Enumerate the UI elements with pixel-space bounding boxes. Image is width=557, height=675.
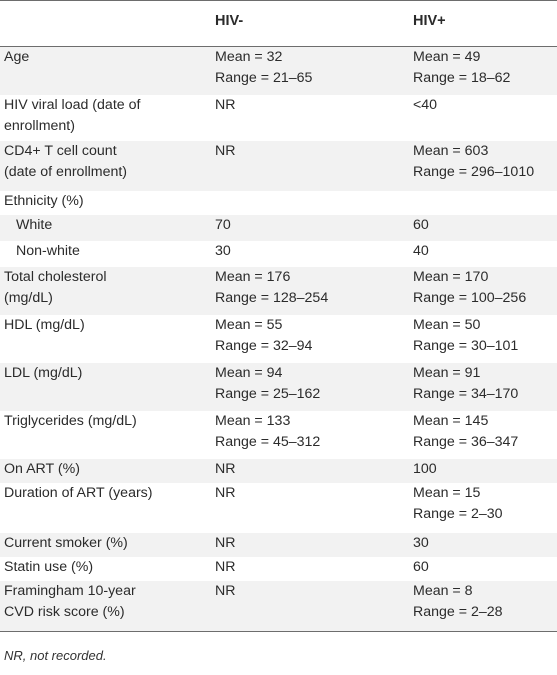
- table-row: [0, 215, 557, 241]
- cell-text-line: Mean = 49: [413, 49, 481, 65]
- hiv-negative-cell: [215, 581, 413, 632]
- cell-text-line: enrollment): [4, 117, 75, 134]
- cell-text-line: HDL (mg/dL): [4, 316, 85, 333]
- header-row: [0, 1, 557, 47]
- cell-text-line: Range = 2–28: [413, 603, 503, 620]
- row-label-cell: [0, 95, 215, 141]
- table-row: [0, 411, 557, 459]
- cell-text-line: (mg/dL): [4, 289, 53, 306]
- cell-text-line: Range = 36–347: [413, 433, 519, 450]
- row-label-cell: [0, 533, 215, 557]
- cell-text-line: CD4+ T cell count: [4, 142, 117, 159]
- cell-text-line: Age: [4, 49, 30, 65]
- row-label-cell: [0, 315, 215, 363]
- hiv-negative-cell: [215, 363, 413, 411]
- cell-text-line: NR: [215, 142, 236, 159]
- cell-text-line: 60: [413, 216, 429, 233]
- cell-text-line: 70: [215, 216, 231, 233]
- cell-text-line: NR: [215, 582, 236, 599]
- cell-text-line: Mean = 145: [413, 412, 489, 429]
- hiv-negative-cell: [215, 191, 413, 215]
- cell-text-line: Range = 34–170: [413, 385, 519, 402]
- table-row: [0, 47, 557, 95]
- cell-text-line: On ART (%): [4, 460, 80, 477]
- table-row: [0, 141, 557, 191]
- table-row: [0, 267, 557, 315]
- row-label-cell: [0, 191, 215, 215]
- hiv-positive-cell: [413, 267, 557, 315]
- cell-text-line: 100: [413, 460, 437, 477]
- hiv-positive-cell: [413, 191, 557, 215]
- cell-text-line: White: [16, 216, 53, 233]
- row-label-cell: [0, 215, 215, 241]
- table-row: [0, 483, 557, 533]
- hiv-positive-cell: [413, 581, 557, 632]
- cell-text-line: Range = 45–312: [215, 433, 321, 450]
- hiv-negative-cell: [215, 557, 413, 581]
- hiv-negative-cell: [215, 533, 413, 557]
- hiv-negative-cell: [215, 95, 413, 141]
- cell-text-line: Non-white: [16, 242, 80, 259]
- cell-text-line: HIV viral load (date of: [4, 96, 141, 113]
- row-label-cell: [0, 557, 215, 581]
- cell-text-line: NR: [215, 534, 236, 551]
- hiv-positive-cell: [413, 47, 557, 95]
- row-label-cell: [0, 241, 215, 267]
- table-row: [0, 315, 557, 363]
- hiv-negative-cell: [215, 215, 413, 241]
- cell-text-line: Range = 128–254: [215, 289, 329, 306]
- hiv-negative-cell: [215, 459, 413, 483]
- cell-text-line: CVD risk score (%): [4, 603, 125, 620]
- cell-text-line: Mean = 176: [215, 268, 291, 285]
- row-label-cell: [0, 581, 215, 632]
- cell-text-line: 30: [215, 242, 231, 259]
- cell-text-line: Range = 100–256: [413, 289, 527, 306]
- cell-text-line: Duration of ART (years): [4, 484, 153, 501]
- row-label-cell: [0, 483, 215, 533]
- hiv-positive-cell: [413, 95, 557, 141]
- cell-text-line: Range = 21–65: [215, 70, 313, 86]
- cell-text-line: NR: [215, 558, 236, 575]
- cell-text-line: Mean = 32: [215, 49, 283, 65]
- hiv-negative-cell: [215, 483, 413, 533]
- hiv-negative-cell: [215, 141, 413, 191]
- table-row: [0, 581, 557, 632]
- cell-text-line: LDL (mg/dL): [4, 364, 83, 381]
- cell-text-line: Current smoker (%): [4, 534, 128, 551]
- table-row: [0, 241, 557, 267]
- cell-text-line: Range = 32–94: [215, 337, 313, 354]
- cell-text-line: Range = 18–62: [413, 70, 511, 86]
- hiv-positive-cell: [413, 483, 557, 533]
- header-cell-hiv-negative: HIV-: [215, 1, 413, 47]
- hiv-positive-cell: [413, 141, 557, 191]
- hiv-positive-cell: [413, 459, 557, 483]
- cell-text-line: NR: [215, 96, 236, 113]
- cell-text-line: Mean = 8: [413, 582, 473, 599]
- hiv-negative-cell: [215, 241, 413, 267]
- hiv-negative-cell: [215, 47, 413, 95]
- cell-text-line: 60: [413, 558, 429, 575]
- table-footnote: NR, not recorded.: [4, 648, 107, 663]
- cell-text-line: Framingham 10-year: [4, 582, 136, 599]
- header-cell-characteristic: [0, 1, 215, 47]
- cell-text-line: Range = 25–162: [215, 385, 321, 402]
- row-label-cell: [0, 363, 215, 411]
- hiv-positive-cell: [413, 241, 557, 267]
- table-body: [0, 47, 557, 632]
- cell-text-line: Range = 296–1010: [413, 163, 535, 180]
- table-row: [0, 363, 557, 411]
- row-label-cell: [0, 459, 215, 483]
- cell-text-line: 40: [413, 242, 429, 259]
- table-row: [0, 191, 557, 215]
- row-label-cell: [0, 411, 215, 459]
- hiv-negative-cell: [215, 315, 413, 363]
- cell-text-line: <40: [413, 96, 438, 113]
- hiv-negative-cell: [215, 267, 413, 315]
- cell-text-line: Triglycerides (mg/dL): [4, 412, 137, 429]
- cell-text-line: Mean = 603: [413, 142, 489, 159]
- cell-text-line: Ethnicity (%): [4, 192, 84, 209]
- hiv-positive-cell: [413, 363, 557, 411]
- hiv-negative-cell: [215, 411, 413, 459]
- cell-text-line: Range = 30–101: [413, 337, 519, 354]
- hiv-positive-cell: [413, 411, 557, 459]
- cell-text-line: Total cholesterol: [4, 268, 107, 285]
- cell-text-line: NR: [215, 460, 236, 477]
- cell-text-line: Mean = 15: [413, 484, 481, 501]
- cell-text-line: Mean = 55: [215, 316, 283, 333]
- cell-text-line: Mean = 94: [215, 364, 283, 381]
- table-row: [0, 533, 557, 557]
- table-row: [0, 95, 557, 141]
- cell-text-line: Mean = 50: [413, 316, 481, 333]
- hiv-positive-cell: [413, 315, 557, 363]
- row-label-cell: [0, 141, 215, 191]
- row-label-cell: [0, 267, 215, 315]
- hiv-positive-cell: [413, 215, 557, 241]
- cell-text-line: Range = 2–30: [413, 505, 503, 522]
- cell-text-line: (date of enrollment): [4, 163, 128, 180]
- header-cell-hiv-positive: HIV+: [413, 1, 557, 47]
- cell-text-line: Mean = 170: [413, 268, 489, 285]
- row-label-cell: [0, 47, 215, 95]
- cell-text-line: 30: [413, 534, 429, 551]
- cell-text-line: Mean = 91: [413, 364, 481, 381]
- hiv-positive-cell: [413, 533, 557, 557]
- hiv-positive-cell: [413, 557, 557, 581]
- cell-text-line: Statin use (%): [4, 558, 94, 575]
- cell-text-line: NR: [215, 484, 236, 501]
- table-header: [0, 1, 557, 47]
- table-row: [0, 459, 557, 483]
- table-row: [0, 557, 557, 581]
- cell-text-line: Mean = 133: [215, 412, 291, 429]
